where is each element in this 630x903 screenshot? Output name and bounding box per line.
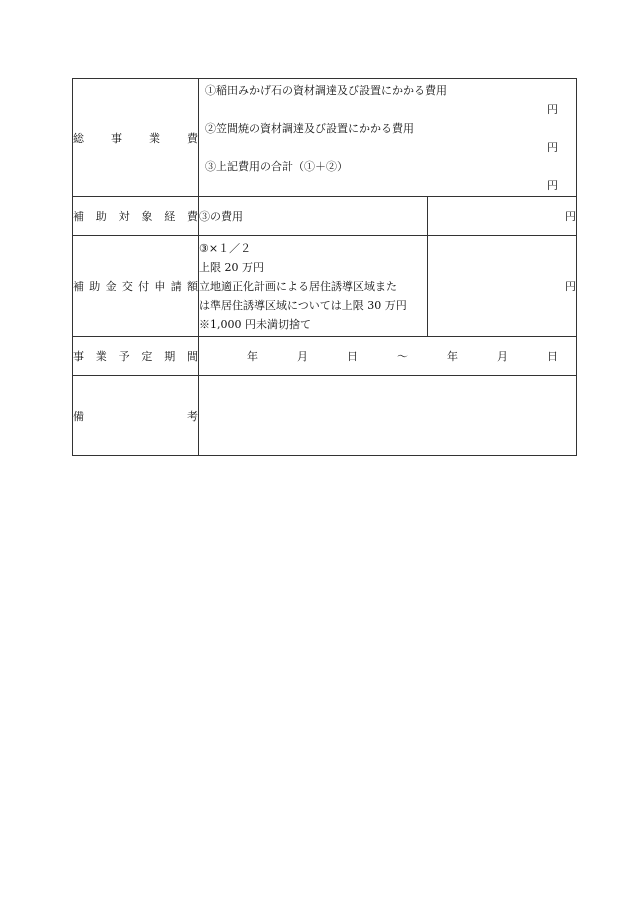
rule-line: は準居住誘導区域については上限 30 万円 — [199, 298, 407, 312]
project-period-value[interactable] — [199, 337, 577, 376]
label-char: 期 — [164, 350, 176, 363]
label-char: 象 — [141, 210, 153, 223]
rule-line: ③×１／２ — [199, 241, 252, 255]
item1-yen: 円 — [547, 103, 558, 116]
start-year-unit: 年 — [247, 350, 258, 363]
label-char: 事 — [111, 131, 122, 145]
total-cost-label — [73, 79, 199, 197]
end-month-unit: 月 — [497, 350, 508, 363]
item1-label: ①稲田みかげ石の資材調達及び設置にかかる費用 — [205, 84, 447, 97]
label-char: 業 — [149, 131, 160, 145]
item3-yen: 円 — [547, 179, 558, 192]
label-char: 申 — [154, 280, 166, 293]
notes-label — [73, 376, 199, 456]
rule-line: ※1,000 円未満切捨て — [199, 317, 311, 331]
notes-row — [73, 376, 577, 456]
subsidy-target-text: ③の費用 — [199, 197, 428, 236]
start-day-unit: 日 — [347, 350, 358, 363]
label-char: 助 — [89, 280, 101, 293]
application-form-table — [72, 78, 577, 456]
label-char: 定 — [141, 350, 153, 363]
notes-value[interactable] — [199, 376, 577, 456]
label-char: 交 — [121, 280, 133, 293]
label-char: 費 — [187, 131, 198, 145]
end-year-unit: 年 — [447, 350, 458, 363]
subsidy-target-label — [73, 197, 199, 236]
application-amount-rules — [199, 236, 428, 337]
rule-line: 立地適正化計画による居住誘導区域また — [199, 279, 397, 293]
item3-label: ③上記費用の合計（①＋②） — [205, 160, 348, 173]
application-amount-label — [73, 236, 199, 337]
label-char: 対 — [118, 210, 130, 223]
label-char: 経 — [164, 210, 176, 223]
label-char: 業 — [95, 350, 107, 363]
item2-label: ②笠間焼の資材調達及び設置にかかる費用 — [205, 122, 414, 135]
total-cost-row — [73, 79, 577, 197]
label-char: 間 — [186, 350, 198, 363]
end-day-unit: 日 — [547, 350, 558, 363]
application-amount-value[interactable]: 円 — [428, 236, 577, 337]
label-char: 補 — [73, 210, 84, 223]
application-amount-row — [73, 236, 577, 337]
label-char: 事 — [73, 350, 84, 363]
label-char: 考 — [187, 409, 198, 423]
label-char: 備 — [73, 409, 84, 423]
project-period-label — [73, 337, 199, 376]
label-char: 金 — [105, 280, 117, 293]
label-char: 額 — [186, 280, 198, 293]
total-cost-content — [199, 79, 577, 197]
range-tilde: 〜 — [397, 350, 408, 363]
subsidy-target-amount[interactable]: 円 — [428, 197, 577, 236]
item2-yen: 円 — [547, 141, 558, 154]
label-char: 総 — [73, 131, 84, 145]
label-char: 予 — [118, 350, 130, 363]
rule-line: 上限 20 万円 — [199, 260, 264, 274]
project-period-row — [73, 337, 577, 376]
label-char: 補 — [73, 280, 84, 293]
subsidy-target-row — [73, 197, 577, 236]
label-char: 請 — [170, 280, 182, 293]
label-char: 助 — [95, 210, 107, 223]
start-month-unit: 月 — [297, 350, 308, 363]
label-char: 費 — [186, 210, 198, 223]
label-char: 付 — [138, 280, 150, 293]
